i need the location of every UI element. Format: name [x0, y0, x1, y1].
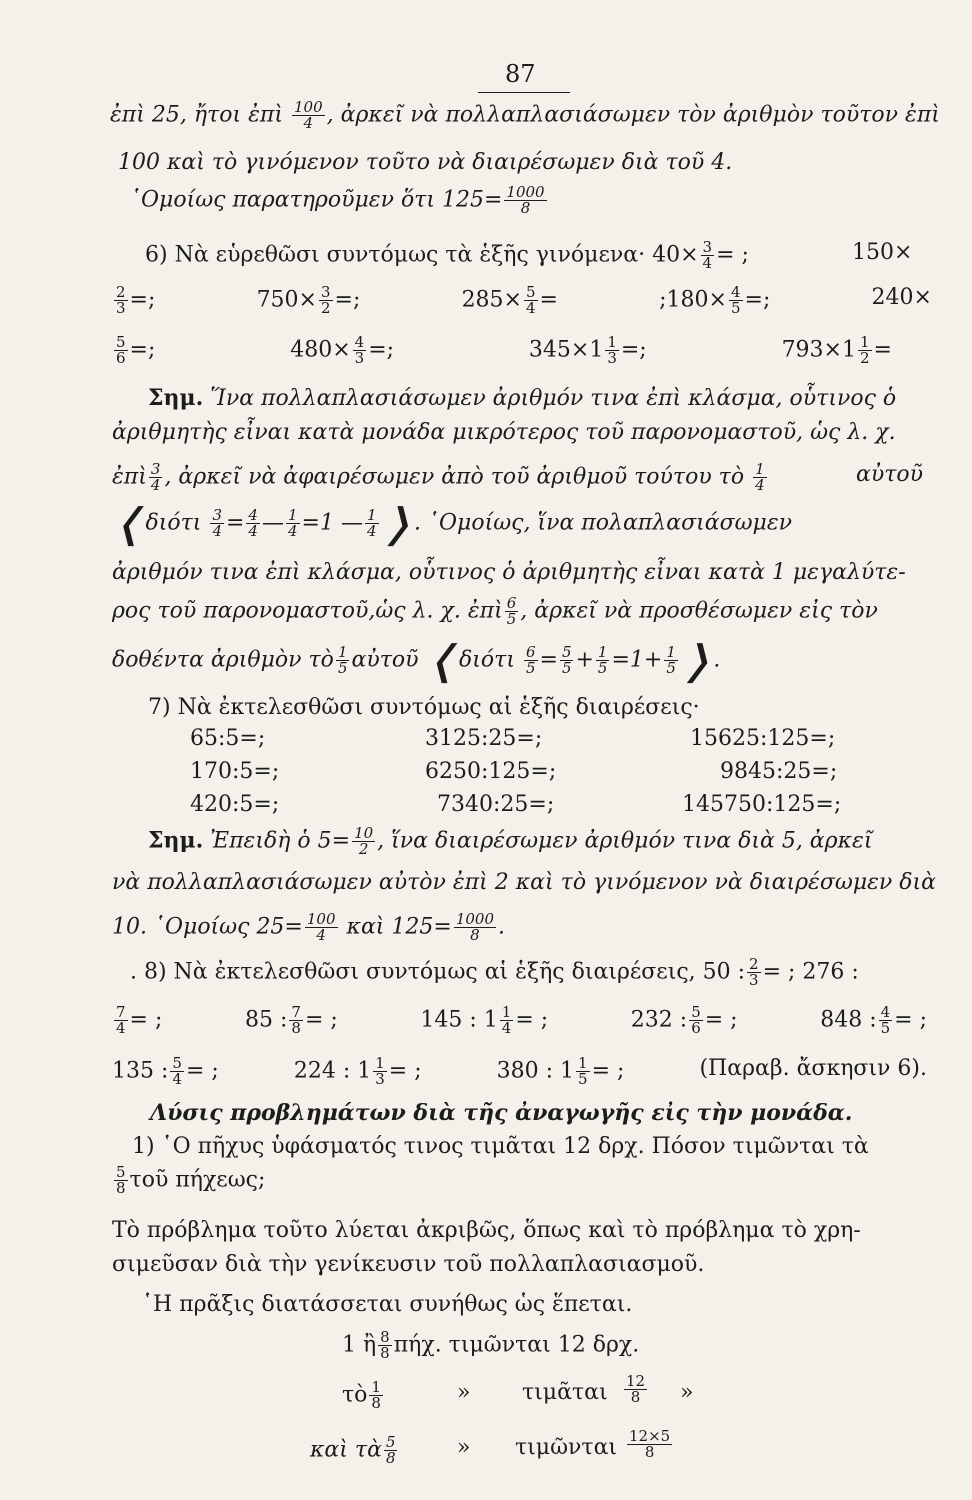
section-heading: Λύσις προβλημάτων διὰ τῆς ἀναγωγῆς εἰς τὴν μονάδα. — [150, 1100, 853, 1126]
denominator: 5 — [337, 659, 348, 677]
text: + — [575, 647, 594, 673]
text: = — [873, 337, 892, 363]
text: =; — [620, 337, 647, 363]
fraction — [336, 645, 350, 676]
text: . 8) Νὰ ἐκτελεσθῶσι συντόμως αἱ ἑξῆς διαιρέσεις, 50 : — [130, 959, 746, 985]
term — [290, 335, 394, 366]
denominator: 8 — [644, 1443, 655, 1461]
text: , ἀρκεῖ νὰ πολλαπλασιάσωμεν τὸν ἀριθμὸν τοῦτον ἐπὶ — [326, 102, 940, 128]
numerator: 5 — [172, 1054, 182, 1072]
text: = ; 276 : — [762, 959, 859, 985]
denominator: 3 — [607, 349, 617, 367]
text: ῾Ομοίως παρατηροῦμεν ὅτι 125= — [130, 187, 503, 213]
numerator: 2 — [749, 955, 759, 973]
numerator: 7 — [291, 1003, 301, 1021]
fraction — [524, 285, 538, 316]
denominator: 4 — [702, 254, 713, 272]
note-1-line-2: ἀριθμητὴς εἶναι κατὰ μονάδα μικρότερος τοῦ παρονομαστοῦ, ὡς λ. χ. — [112, 420, 896, 445]
fraction — [353, 335, 367, 366]
fraction — [373, 1056, 387, 1087]
fraction — [286, 508, 300, 539]
fraction — [292, 100, 325, 131]
denominator: 8 — [380, 1344, 390, 1362]
fraction — [753, 462, 767, 493]
text: . ῾Ομοίως, ἵνα πολαπλασιάσωμεν — [414, 510, 793, 536]
numerator: 1 — [859, 333, 870, 351]
text: — — [261, 510, 284, 536]
denominator: 5 — [730, 299, 741, 317]
term — [257, 285, 361, 316]
fraction — [664, 645, 678, 676]
right-angle-bracket: ❭ — [380, 500, 415, 547]
term — [782, 335, 892, 366]
term — [497, 1056, 625, 1087]
right-angle-bracket: ❭ — [679, 637, 714, 684]
text: 420:5=; — [190, 792, 280, 817]
numerator: 5 — [116, 1163, 126, 1181]
numerator: 1 — [666, 643, 676, 661]
table-row — [190, 788, 870, 821]
denominator: 3 — [749, 971, 759, 989]
numerator: 3 — [321, 283, 331, 301]
text: 848 : — [820, 1007, 877, 1033]
fraction — [624, 1374, 647, 1405]
text: Ἵνα πολλαπλασιάσωμεν ἀριθμόν τινα ἐπὶ κλάσμα, οὗτινος ὁ — [203, 386, 897, 411]
fraction — [500, 1005, 514, 1036]
fraction — [701, 240, 715, 271]
text-line-1 — [110, 100, 940, 131]
page-number: 87 — [505, 60, 536, 88]
text: 145 : 1 — [420, 1007, 498, 1033]
fraction — [114, 1165, 128, 1196]
text: =; — [129, 337, 156, 363]
note-1-line-4 — [112, 500, 793, 547]
numerator: 12 — [626, 1372, 646, 1390]
text: Σημ. — [148, 827, 204, 854]
problem-text-3: ῾Η πρᾶξις διατάσσεται συνήθως ὡς ἕπεται. — [142, 1292, 633, 1317]
text: 145750:125=; — [682, 792, 842, 817]
term — [420, 1005, 548, 1036]
denominator: 5 — [666, 659, 676, 677]
problem-1: 1) ῾Ο πῆχυς ὑφάσματός τινος τιμᾶται 12 δρχ. Πόσον τιμῶνται τὰ — [132, 1134, 869, 1159]
text: 6) Νὰ εὑρεθῶσι συντόμως τὰ ἑξῆς γινόμενα· 40× — [145, 242, 699, 268]
exercise-6-row-2 — [112, 285, 932, 316]
text: = ; — [704, 1007, 738, 1033]
text: 1 ἢ — [342, 1332, 377, 1358]
text: διότι — [459, 647, 515, 673]
numerator: 2 — [116, 283, 126, 301]
fraction — [524, 645, 538, 676]
denominator: 4 — [116, 1019, 126, 1037]
denominator: 5 — [506, 610, 517, 628]
text: 380 : 1 — [496, 1058, 575, 1084]
note-1 — [148, 385, 896, 412]
numerator: 1 — [755, 460, 765, 478]
numerator: 1000 — [506, 183, 545, 201]
denominator: 5 — [561, 659, 572, 677]
fraction — [378, 1330, 392, 1361]
text: 170:5=; — [190, 759, 280, 784]
fraction — [879, 1005, 893, 1036]
problem-text-2: σιμεῦσαν διὰ τὴν γενίκευσιν τοῦ πολλαπλασιασμοῦ. — [112, 1252, 705, 1277]
numerator: 10 — [354, 824, 374, 842]
denominator: 8 — [630, 1388, 641, 1406]
text: = — [539, 647, 558, 673]
numerator: 8 — [380, 1328, 390, 1346]
denominator: 8 — [116, 1179, 126, 1197]
fraction — [305, 912, 338, 943]
note-1-line-7 — [112, 637, 721, 684]
fraction — [246, 508, 260, 539]
numerator: 5 — [385, 1433, 396, 1451]
calc-line-3 — [310, 1427, 730, 1467]
fraction — [365, 508, 379, 539]
term — [112, 285, 155, 316]
text: αὐτοῦ — [351, 647, 419, 673]
numerator: 5 — [526, 283, 536, 301]
text: 232 : — [630, 1007, 688, 1033]
denominator: 2 — [321, 299, 331, 317]
numerator: 3 — [150, 460, 161, 478]
denominator: 4 — [303, 114, 314, 132]
text: καὶ τὰ — [310, 1437, 382, 1463]
left-angle-bracket: ❬ — [425, 637, 460, 684]
exercise-8-row-3 — [112, 1056, 927, 1087]
term — [529, 335, 647, 366]
text: = ; — [515, 1007, 549, 1033]
exercise-7: 7) Νὰ ἐκτελεσθῶσι συντόμως αἱ ἑξῆς διαιρέσεις· — [148, 695, 700, 720]
denominator: 4 — [316, 926, 326, 944]
denominator: 2 — [859, 349, 870, 367]
note-2 — [148, 826, 872, 857]
fraction — [505, 596, 519, 627]
term — [659, 285, 770, 316]
denominator: 5 — [880, 1019, 891, 1037]
text: » — [680, 1380, 694, 1405]
numerator: 12×5 — [629, 1427, 671, 1445]
term — [112, 1005, 162, 1036]
term — [294, 1056, 422, 1087]
fraction — [114, 285, 128, 316]
term — [820, 1005, 927, 1036]
denominator: 6 — [116, 349, 126, 367]
numerator: 4 — [248, 506, 258, 524]
denominator: 3 — [116, 299, 126, 317]
denominator: 8 — [520, 199, 531, 217]
division-table — [190, 722, 870, 821]
text: 65:5=; — [190, 726, 266, 751]
denominator: 2 — [358, 840, 369, 858]
denominator: 8 — [371, 1394, 381, 1412]
term — [112, 335, 155, 366]
text: ;180× — [659, 287, 727, 313]
fraction — [170, 1056, 184, 1087]
numerator: 1 — [366, 506, 377, 524]
text: =; — [334, 287, 361, 313]
text: 480× — [290, 337, 351, 363]
text-line-2: 100 καὶ τὸ γινόμενον τοῦτο νὰ διαιρέσωμεν διὰ τοῦ 4. — [118, 150, 733, 175]
text: =; — [368, 337, 395, 363]
fraction — [352, 826, 375, 857]
denominator: 4 — [501, 1019, 512, 1037]
term — [631, 1005, 738, 1036]
numerator: 1 — [371, 1378, 381, 1396]
text: = ; — [591, 1058, 625, 1084]
fraction — [289, 1005, 303, 1036]
numerator: 100 — [293, 98, 323, 116]
fraction — [149, 462, 163, 493]
text: πήχ. τιμῶνται 12 δρχ. — [393, 1332, 640, 1358]
text: = — [225, 510, 245, 536]
numerator: 4 — [354, 333, 365, 351]
exercise-6 — [145, 240, 749, 271]
note-1-line-3 — [112, 462, 769, 493]
text: = ; — [304, 1007, 338, 1033]
numerator: 1000 — [455, 910, 495, 928]
fraction — [114, 335, 128, 366]
numerator: 4 — [730, 283, 741, 301]
denominator: 6 — [691, 1019, 701, 1037]
numerator: 5 — [691, 1003, 701, 1021]
term: 240× — [871, 285, 932, 310]
note-1-line-6 — [112, 596, 878, 627]
term — [245, 1005, 338, 1036]
fraction — [210, 508, 224, 539]
text: =; — [129, 287, 156, 313]
denominator: 4 — [366, 522, 377, 540]
text: , ἵνα διαιρέσωμεν ἀριθμόν τινα διὰ 5, ἀρκεῖ — [377, 828, 873, 854]
denominator: 8 — [470, 926, 480, 944]
text: τιμᾶται — [522, 1380, 608, 1405]
text: » — [457, 1435, 471, 1460]
numerator: 6 — [506, 594, 517, 612]
exercise-8-row-2 — [112, 1005, 927, 1036]
fraction — [369, 1380, 383, 1411]
numerator: 1 — [578, 1054, 588, 1072]
term — [462, 285, 558, 316]
text: τιμῶνται — [515, 1435, 618, 1460]
numerator: 3 — [212, 506, 222, 524]
numerator: 1 — [337, 643, 348, 661]
text: = ; — [129, 1007, 163, 1033]
denominator: 4 — [526, 299, 536, 317]
text: ἐπὶ 25, ἤτοι ἐπὶ — [110, 102, 283, 128]
problem-text-1: Τὸ πρόβλημα τοῦτο λύεται ἀκριβῶς, ὅπως καὶ τὸ πρόβλημα τὸ χρη- — [112, 1218, 861, 1243]
text: 135 : — [112, 1058, 169, 1084]
denominator: 5 — [597, 659, 608, 677]
denominator: 4 — [287, 522, 298, 540]
denominator: 4 — [212, 522, 222, 540]
text: Σημ. — [148, 385, 204, 411]
denominator: 4 — [248, 522, 258, 540]
text: καὶ 125= — [346, 914, 452, 940]
fraction — [605, 335, 619, 366]
denominator: 4 — [755, 476, 765, 494]
text: ρος τοῦ παρονομαστοῦ,ὡς λ. χ. ἐπὶ — [112, 598, 503, 624]
text: δοθέντα ἀριθμὸν τὸ — [112, 647, 334, 673]
term: (Παραβ. ἄσκησιν 6). — [699, 1056, 927, 1081]
text: = ; — [716, 242, 749, 268]
text: = ; — [388, 1058, 422, 1084]
left-angle-bracket: ❬ — [112, 500, 146, 547]
numerator: 1 — [375, 1054, 385, 1072]
text: 7340:25=; — [437, 792, 555, 817]
denominator: 8 — [291, 1019, 301, 1037]
fraction — [384, 1435, 398, 1466]
calc-line-2 — [342, 1372, 722, 1412]
text: τοῦ πήχεως; — [129, 1167, 266, 1193]
fraction — [454, 912, 496, 943]
text: 9845:25=; — [720, 759, 838, 784]
fraction — [114, 1005, 128, 1036]
fraction — [858, 335, 872, 366]
text: 285× — [461, 287, 522, 313]
note-1-line-3-tail: αὐτοῦ — [856, 462, 924, 487]
exercise-6-tail: 150× — [852, 240, 913, 265]
numerator: 1 — [287, 506, 298, 524]
numerator: 7 — [116, 1003, 126, 1021]
text: 224 : 1 — [293, 1058, 372, 1084]
denominator: 5 — [578, 1070, 588, 1088]
text: 3125:25=; — [425, 726, 543, 751]
text: 6250:125=; — [425, 759, 557, 784]
fraction — [576, 1056, 590, 1087]
text: Ἐπειδὴ ὁ 5= — [203, 828, 351, 854]
text: . — [498, 914, 506, 940]
denominator: 3 — [354, 349, 365, 367]
text: 793×1 — [781, 337, 856, 363]
numerator: 1 — [607, 333, 617, 351]
text: , ἀρκεῖ νὰ ἀφαιρέσωμεν ἀπὸ τοῦ ἀριθμοῦ τούτου τὸ — [164, 464, 745, 490]
fraction — [596, 645, 610, 676]
text: =; — [744, 287, 771, 313]
numerator: 6 — [525, 643, 536, 661]
numerator: 1 — [501, 1003, 512, 1021]
exercise-6-row-3 — [112, 335, 892, 366]
text: , ἀρκεῖ νὰ προσθέσωμεν εἰς τὸν — [520, 598, 878, 624]
fraction — [689, 1005, 703, 1036]
text: . — [713, 647, 721, 673]
fraction — [747, 957, 761, 988]
denominator: 3 — [375, 1070, 385, 1088]
denominator: 5 — [525, 659, 536, 677]
exercise-8 — [130, 957, 859, 988]
numerator: 1 — [597, 643, 608, 661]
header-rule — [478, 92, 570, 93]
fraction — [319, 285, 333, 316]
text: διότι — [145, 510, 202, 536]
text: = ; — [185, 1058, 219, 1084]
text: 345×1 — [528, 337, 604, 363]
denominator: 4 — [172, 1070, 182, 1088]
numerator: 4 — [880, 1003, 891, 1021]
calc-line-1 — [342, 1330, 639, 1361]
denominator: 8 — [385, 1449, 396, 1467]
text: 85 : — [245, 1007, 288, 1033]
text-line-3 — [130, 185, 549, 216]
term — [112, 1056, 219, 1087]
text: ἐπὶ — [112, 464, 147, 490]
fraction — [729, 285, 743, 316]
text: = ; — [894, 1007, 927, 1033]
denominator: 4 — [150, 476, 161, 494]
numerator: 5 — [116, 333, 126, 351]
numerator: 3 — [702, 238, 713, 256]
text: » — [457, 1380, 471, 1405]
table-row — [190, 755, 870, 788]
numerator: 5 — [561, 643, 572, 661]
numerator: 100 — [306, 910, 336, 928]
text: = — [539, 287, 558, 313]
note-2-line-2: νὰ πολλαπλασιάσωμεν αὐτὸν ἐπὶ 2 καὶ τὸ γινόμενον νὰ διαιρέσωμεν διὰ — [112, 870, 937, 895]
text: τὸ — [342, 1382, 368, 1408]
text: =1 — — [301, 510, 363, 536]
table-row — [190, 722, 870, 755]
fraction — [560, 645, 574, 676]
text: =1+ — [611, 647, 663, 673]
fraction — [627, 1429, 672, 1460]
text: 750× — [256, 287, 317, 313]
text: 10. ῾Ομοίως 25= — [112, 914, 303, 940]
note-1-line-5: ἀριθμόν τινα ἐπὶ κλάσμα, οὗτινος ὁ ἀριθμητὴς εἶναι κατὰ 1 μεγαλύτε- — [112, 560, 906, 585]
text: 15625:125=; — [690, 726, 836, 751]
note-2-line-3 — [112, 912, 505, 943]
problem-1-line-2 — [112, 1165, 265, 1196]
fraction — [504, 185, 546, 216]
